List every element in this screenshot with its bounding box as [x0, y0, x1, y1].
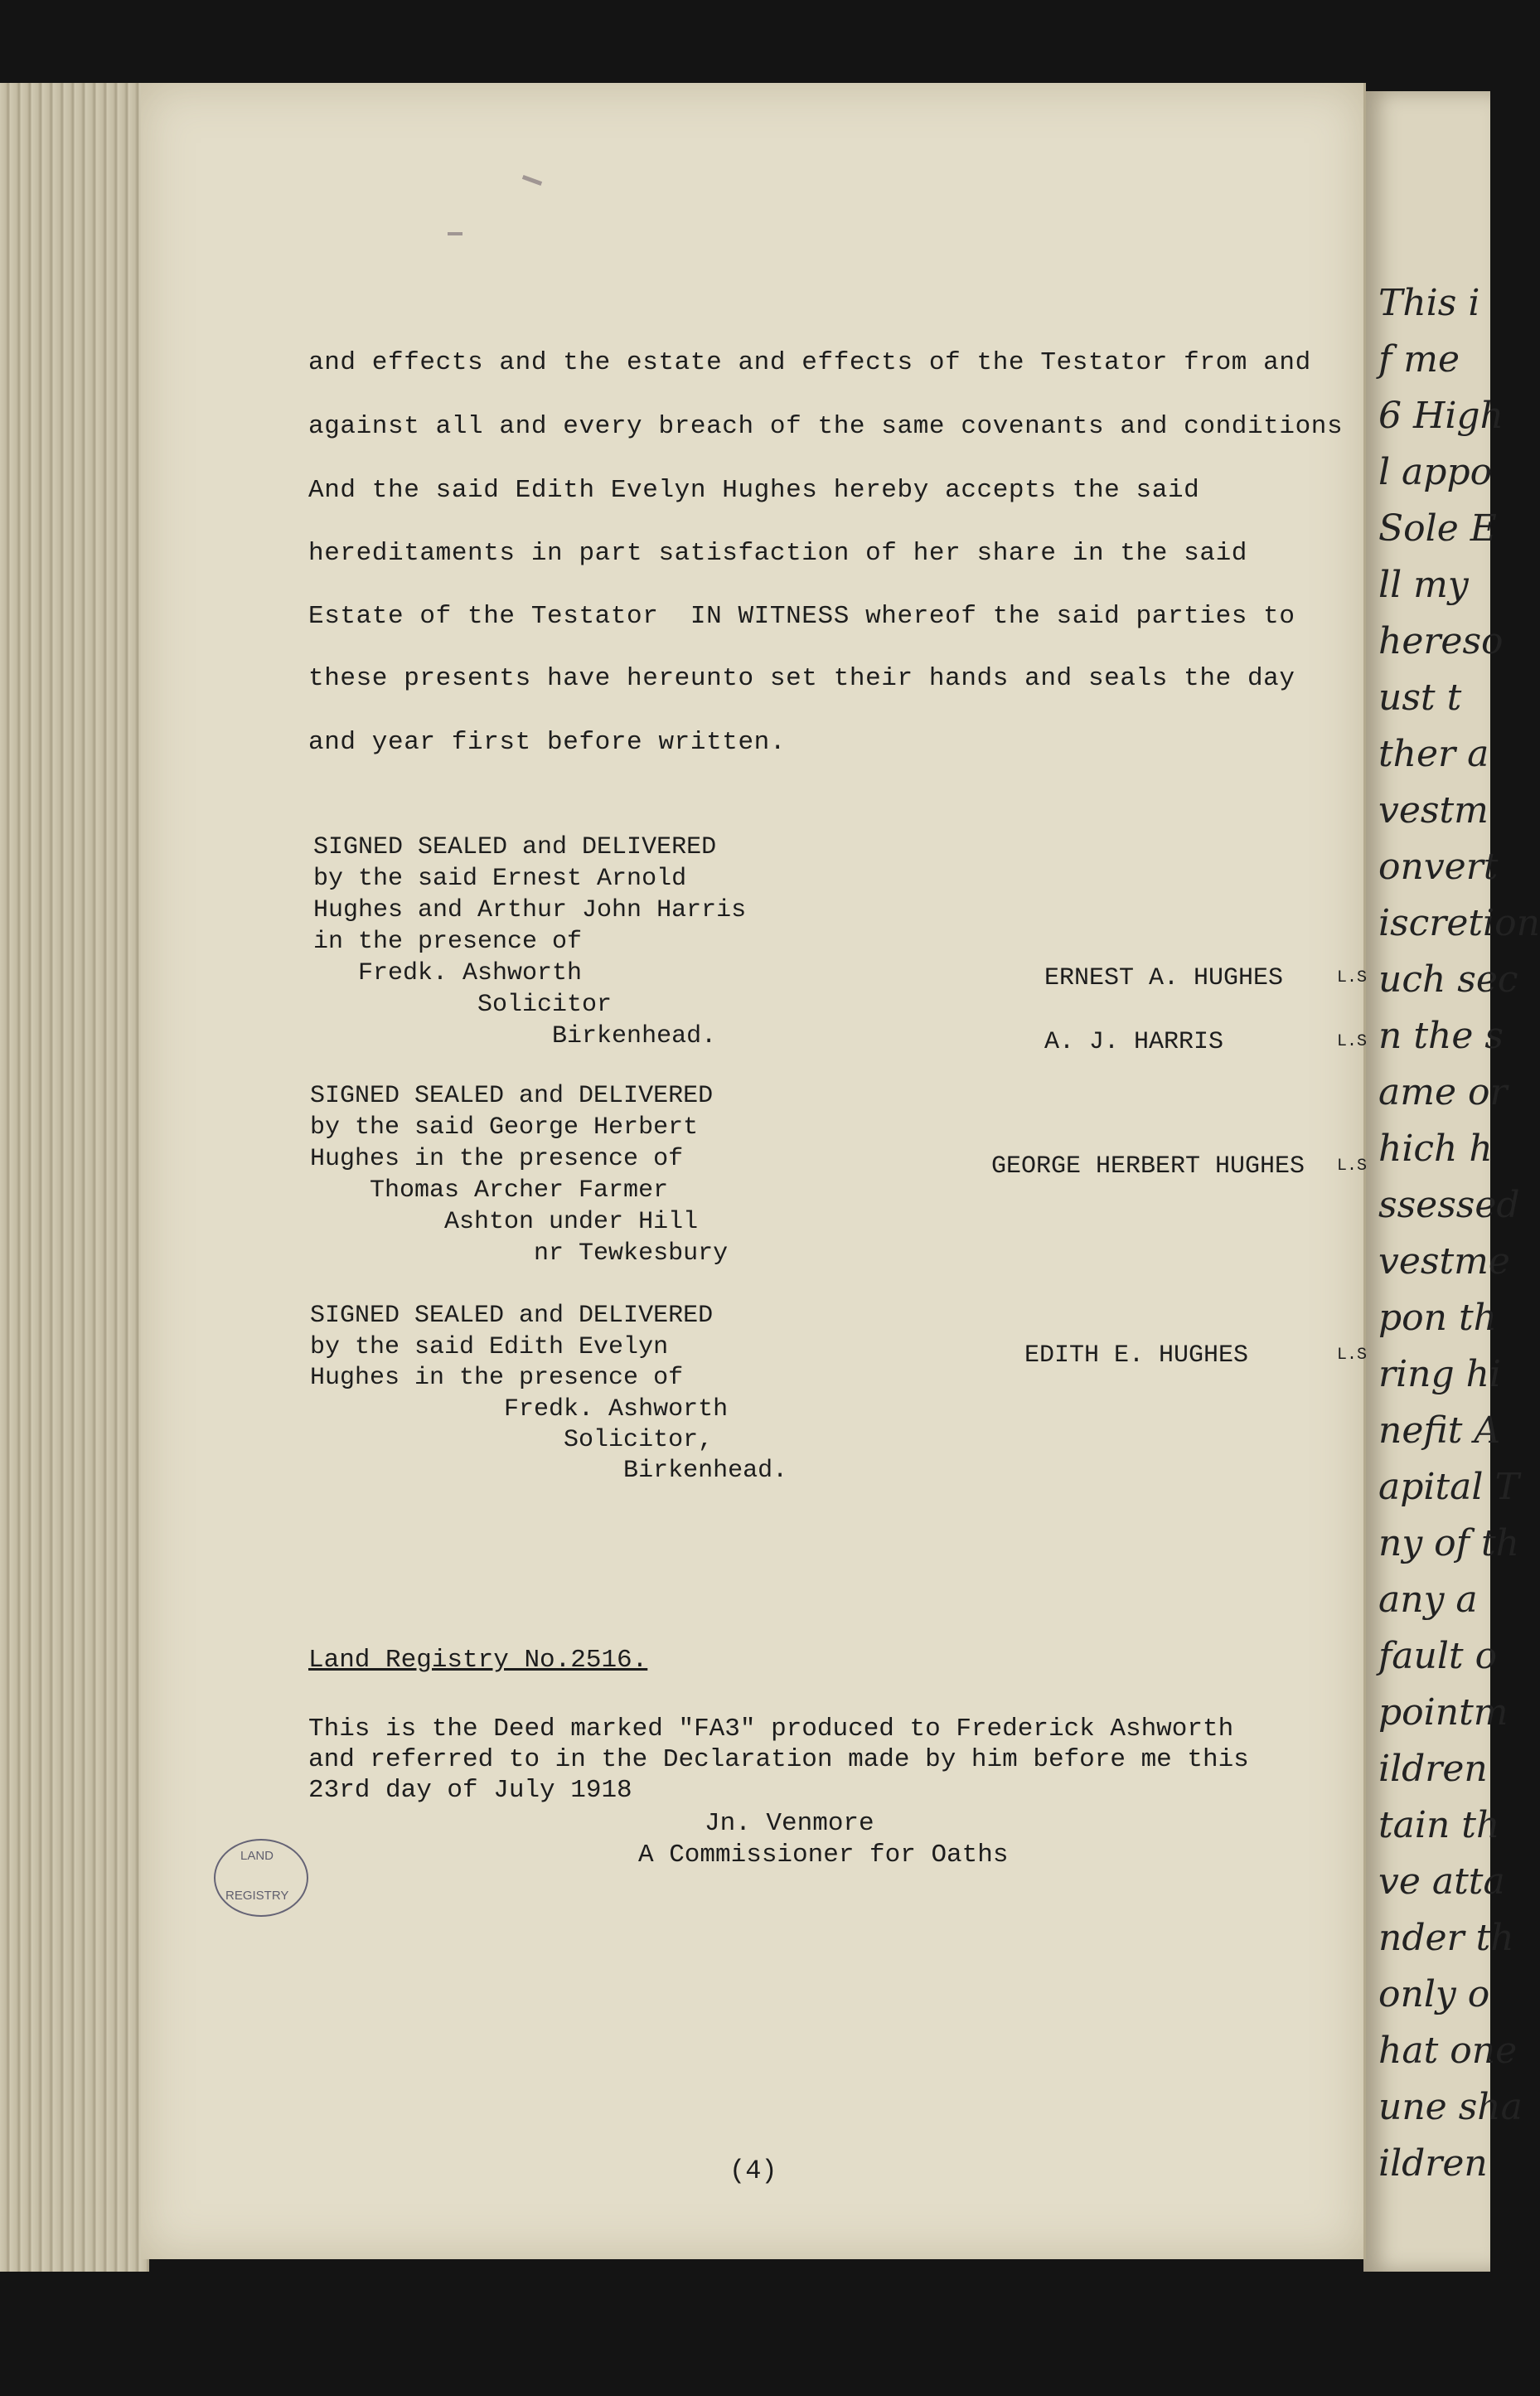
body-line-6: these presents have hereunto set their hands and seals the day: [308, 664, 1295, 693]
handwriting-line: pointm: [1378, 1691, 1509, 1734]
signatory-name: A. J. HARRIS: [1044, 1028, 1224, 1056]
handwriting-line: onvert: [1378, 846, 1499, 888]
handwriting-line: tain th: [1378, 1804, 1500, 1846]
attestation-line: SIGNED SEALED and DELIVERED: [313, 833, 717, 861]
attestation-line: in the presence of: [313, 928, 583, 956]
seal-mark: L.S: [1337, 968, 1368, 987]
handwriting-line: hat one: [1378, 2030, 1518, 2072]
attestation-line: Hughes in the presence of: [310, 1364, 684, 1392]
attestation-line: nr Tewkesbury: [310, 1239, 729, 1268]
signatory-name: EDITH E. HUGHES: [1024, 1341, 1249, 1370]
body-line-2: against all and every breach of the same covenants and conditions: [308, 412, 1344, 441]
seal-mark: L.S: [1337, 1346, 1368, 1365]
handwriting-line: ildren: [1378, 1748, 1488, 1790]
attestation-line: Solicitor: [313, 991, 613, 1019]
handwriting-line: nefit A: [1378, 1409, 1501, 1452]
attestation-line: Birkenhead.: [310, 1457, 788, 1485]
handwriting-line: fault o: [1378, 1635, 1498, 1677]
handwriting-line: f me: [1378, 338, 1460, 381]
attestation-line: Birkenhead.: [313, 1022, 717, 1050]
seal-mark: L.S: [1337, 1157, 1368, 1176]
handwriting-line: une sha: [1378, 2086, 1523, 2128]
handwriting-line: ring hi: [1378, 1353, 1502, 1395]
body-line-3: And the said Edith Evelyn Hughes hereby accepts the said: [308, 476, 1200, 505]
handwriting-line: l appo: [1378, 451, 1493, 493]
page-number: (4): [729, 2156, 777, 2186]
handwriting-line: This i: [1378, 282, 1480, 324]
commissioner-name: Jn. Venmore: [705, 1809, 874, 1838]
handwriting-line: uch sec: [1378, 958, 1518, 1001]
attestation-line: by the said Edith Evelyn: [310, 1333, 669, 1361]
body-line-1: and effects and the estate and effects of the Testator from and: [308, 348, 1311, 377]
handwriting-line: ny of th: [1378, 1522, 1519, 1564]
stamp-text: LAND: [240, 1849, 274, 1863]
handwriting-line: nder th: [1378, 1917, 1514, 1959]
handwriting-line: vestm: [1378, 789, 1489, 832]
seal-mark: L.S: [1337, 1032, 1368, 1051]
ink-speck: [448, 232, 462, 235]
declaration-line: and referred to in the Declaration made by him before me this: [308, 1745, 1249, 1774]
handwriting-line: ust t: [1378, 677, 1462, 719]
handwriting-line: ve atta: [1378, 1860, 1505, 1903]
handwriting-line: n the s: [1378, 1015, 1504, 1057]
body-line-4: hereditaments in part satisfaction of her share in the said: [308, 539, 1247, 568]
handwriting-line: hich h: [1378, 1128, 1493, 1170]
handwriting-line: 6 High: [1378, 395, 1504, 437]
handwriting-line: Sole E: [1378, 507, 1497, 550]
handwriting-line: ther a: [1378, 733, 1489, 775]
handwriting-line: ssessed: [1378, 1184, 1520, 1226]
handwriting-line: apital T: [1378, 1466, 1519, 1508]
attestation-line: Hughes and Arthur John Harris: [313, 896, 747, 924]
signatory-name: GEORGE HERBERT HUGHES: [991, 1152, 1305, 1181]
attestation-line: Thomas Archer Farmer: [310, 1176, 669, 1205]
attestation-line: Fredk. Ashworth: [310, 1395, 729, 1424]
attestation-line: by the said Ernest Arnold: [313, 865, 687, 893]
facing-page: [1363, 91, 1540, 2272]
handwriting-line: any a: [1378, 1579, 1478, 1621]
handwriting-line: ildren: [1378, 2142, 1488, 2185]
commissioner-title: A Commissioner for Oaths: [638, 1841, 1009, 1870]
declaration-line: 23rd day of July 1918: [308, 1776, 632, 1805]
land-registry-stamp: [214, 1839, 308, 1917]
declaration-line: This is the Deed marked "FA3" produced to Frederick Ashworth: [308, 1715, 1234, 1744]
body-line-5: Estate of the Testator IN WITNESS whereof the said parties to: [308, 602, 1295, 631]
handwriting-line: vestme: [1378, 1240, 1510, 1283]
page-stack-edges: [0, 83, 149, 2272]
attestation-line: SIGNED SEALED and DELIVERED: [310, 1082, 714, 1110]
registry-heading: Land Registry No.2516.: [308, 1646, 648, 1675]
stamp-text: REGISTRY: [225, 1889, 289, 1903]
attestation-line: Hughes in the presence of: [310, 1145, 684, 1173]
signatory-name: ERNEST A. HUGHES: [1044, 964, 1284, 992]
attestation-line: SIGNED SEALED and DELIVERED: [310, 1302, 714, 1330]
ink-speck: [522, 175, 542, 186]
handwriting-line: ame or: [1378, 1071, 1508, 1113]
attestation-line: Ashton under Hill: [310, 1208, 699, 1236]
attestation-line: by the said George Herbert: [310, 1113, 699, 1142]
handwriting-line: only o: [1378, 1973, 1490, 2015]
handwriting-line: ll my: [1378, 564, 1469, 606]
attestation-line: Fredk. Ashworth: [313, 959, 583, 987]
attestation-line: Solicitor,: [310, 1426, 714, 1454]
body-line-7: and year first before written.: [308, 728, 787, 757]
handwriting-line: iscretion: [1378, 902, 1540, 944]
handwriting-line: pon th: [1378, 1297, 1497, 1339]
handwriting-line: hereso: [1378, 620, 1504, 662]
